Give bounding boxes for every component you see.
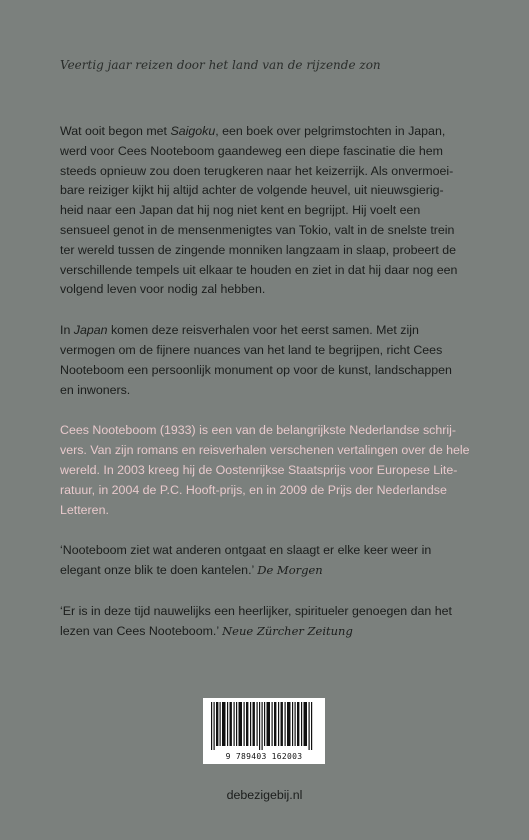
text-line: Nooteboom een persoonlijk monument op voor de kunst, landschappen	[60, 362, 452, 377]
review-quote-nzz	[60, 602, 480, 642]
publisher-website: debezigebij.nl	[226, 788, 303, 802]
text-line: Letteren.	[60, 502, 109, 517]
text-run: komen deze reisverhalen voor het eerst samen. Met zijn	[107, 323, 419, 338]
text-line: heid naar een Japan dat hij nog niet kent en begrijpt. Hij voelt een	[60, 203, 421, 218]
text-line: vermogen om de fijnere nuances van het land te begrijpen, richt Cees	[60, 342, 443, 357]
book-title-saigoku: Saigoku	[170, 124, 216, 138]
review-quote-de-morgen	[60, 541, 480, 581]
book-title-japan: Japan	[73, 323, 108, 338]
text-line: steeds opnieuw zou doen terugkeren naar het keizerrijk. Als onvermoei-	[60, 163, 454, 178]
isbn-barcode	[203, 698, 325, 764]
description-paragraph	[60, 122, 480, 300]
summary-paragraph	[60, 321, 480, 400]
text-line: vers. Van zijn romans en reisverhalen verschenen vertalingen over de hele	[60, 443, 470, 458]
text-line	[60, 122, 480, 142]
text-line	[60, 561, 480, 581]
text-run: In	[60, 323, 74, 338]
text-line: ‘Nooteboom ziet wat anderen ontgaat en slaagt er elke keer weer in	[60, 543, 432, 558]
text-line: sensueel genot in de mensenmenigtes van Tokio, valt in de snelste trein	[60, 222, 455, 237]
text-line: Cees Nooteboom (1933) is een van de belangrijkste Nederlandse schrij-	[60, 423, 457, 438]
quote-source: Neue Zürcher Zeitung	[222, 623, 353, 638]
tagline: Veertig jaar reizen door het land van de rijzende zon	[60, 58, 381, 72]
text-run: lezen van Cees Nooteboom.’	[60, 623, 223, 638]
text-line	[60, 321, 480, 341]
text-line: verschillende tempels uit elkaar te houden en ziet in dat hij daar nog een	[60, 262, 458, 277]
text-line: ratuur, in 2004 de P.C. Hooft-prijs, en in 2009 de Prijs der Nederlandse	[60, 482, 447, 497]
barcode-bars	[203, 698, 325, 752]
text-run: elegant onze blik te doen kantelen.’	[60, 563, 258, 578]
text-line: en inwoners.	[60, 382, 131, 397]
blurb	[60, 122, 480, 663]
text-line	[60, 622, 480, 642]
text-line: volgend leven voor nodig zal hebben.	[60, 282, 266, 297]
quote-source: De Morgen	[257, 563, 323, 578]
text-run: Wat ooit begon met	[60, 124, 171, 138]
text-line: wereld. In 2003 kreeg hij de Oostenrijkse Staatsprijs voor Europese Lite-	[60, 462, 458, 477]
author-bio	[60, 421, 480, 520]
text-line: ‘Er is in deze tijd nauwelijks een heerlijker, spiritueler genoegen dan het	[60, 603, 452, 618]
text-line: werd voor Cees Nooteboom gaandeweg een diepe fascinatie die hem	[60, 143, 443, 158]
text-line: ter wereld tussen de zingende monniken langzaam in slaap, probeert de	[60, 242, 457, 257]
text-line: bare reiziger kijkt hij altijd achter de volgende heuvel, uit nieuwsgierig-	[60, 183, 444, 198]
isbn-digits: 9 789403 162003	[225, 752, 303, 761]
text-run: , een boek over pelgrimstochten in Japan,	[215, 124, 446, 138]
